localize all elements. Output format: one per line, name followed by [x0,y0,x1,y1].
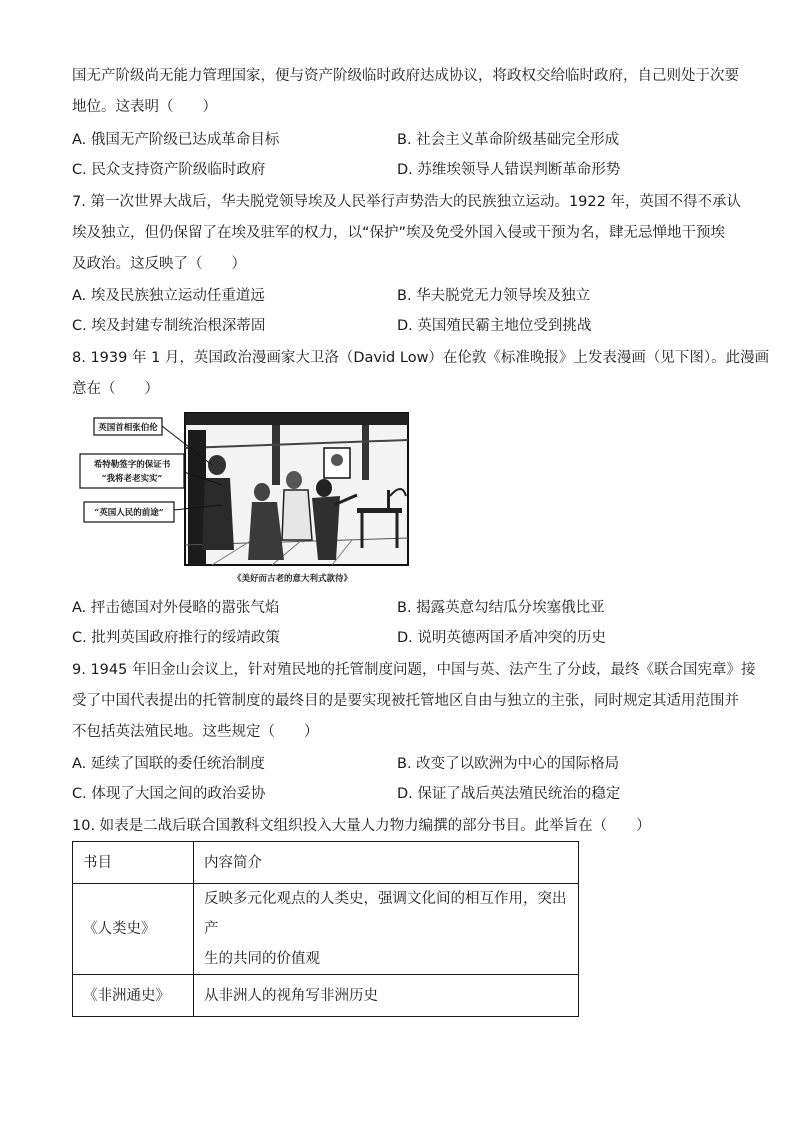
cartoon-label-guarantee-quote: “我将老老实实” [101,474,163,484]
table-cell-title: 《非洲通史》 [73,975,194,1017]
table-row [73,975,579,1017]
q6-text-line-1: 国无产阶级尚无能力管理国家，便与资产阶级临时政府达成协议，将政权交给临时政府，自己则处于次要 [72,68,739,84]
table-row [73,884,579,975]
q6-option-a: A. 俄国无产阶级已达成革命目标 [72,132,280,148]
q7-option-b: B. 华夫脱党无力领导埃及独立 [397,288,591,304]
q7-option-d: D. 英国殖民霸主地位受到挑战 [397,318,592,334]
q7-option-a: A. 埃及民族独立运动任重道远 [72,288,265,304]
book-table [72,841,579,1017]
q9-text-line-1: 9. 1945 年旧金山会议上，针对殖民地的托管制度问题，中国与英、法产生了分歧，最终《联合国宪章》接 [72,662,756,678]
cartoon-caption: 《美好而古老的意大利式款待》 [233,574,353,584]
table-header-row [73,842,579,884]
q9-option-c: C. 体现了大国之间的政治妥协 [72,786,266,802]
cartoon-image [72,410,412,588]
q8-option-d: D. 说明英德两国矛盾冲突的历史 [397,630,606,646]
q6-text-line-2: 地位。这表明（ ） [72,99,217,115]
table-header-title: 书目 [73,842,194,884]
q9-option-a: A. 延续了国联的委任统治制度 [72,756,265,772]
q6-option-b: B. 社会主义革命阶级基础完全形成 [397,132,620,148]
q7-text-line-2: 埃及独立，但仍保留了在埃及驻军的权力，以“保护”埃及免受外国入侵或干预为名，肆无忌惮地干预埃 [72,225,726,241]
q8-option-b: B. 揭露英意勾结瓜分埃塞俄比亚 [397,600,605,616]
cartoon-label-future: “英国人民的前途” [94,508,164,518]
cartoon-label-chamberlain: 英国首相张伯伦 [98,423,158,433]
table-cell-summary: 从非洲人的视角写非洲历史 [194,975,579,1017]
q9-option-b: B. 改变了以欧洲为中心的国际格局 [397,756,620,772]
q8-option-a: A. 抨击德国对外侵略的嚣张气焰 [72,600,280,616]
table-cell-summary [194,884,579,975]
q8-text-line-1: 8. 1939 年 1 月，英国政治漫画家大卫洛（David Low）在伦敦《标准晚报》上发表漫画（见下图）。此漫画 [72,350,770,366]
q7-option-c: C. 埃及封建专制统治根深蒂固 [72,318,266,334]
table-header-summary: 内容简介 [194,842,579,884]
q9-text-line-2: 受了中国代表提出的托管制度的最终目的是要实现被托管地区自由与独立的主张，同时规定其适用范围并 [72,693,739,709]
cartoon-label-guarantee: 希特勒签字的保证书 [93,460,171,470]
q6-option-c: C. 民众支持资产阶级临时政府 [72,162,266,178]
q9-text-line-3: 不包括英法殖民地。这些规定（ ） [72,724,319,740]
q8-option-c: C. 批判英国政府推行的绥靖政策 [72,630,280,646]
table-cell-title: 《人类史》 [73,884,194,975]
q10-text-line-1: 10. 如表是二战后联合国教科文组织投入大量人力物力编撰的部分书目。此举旨在（ ） [72,818,651,834]
q8-text-line-2: 意在（ ） [72,381,159,397]
q6-option-d: D. 苏维埃领导人错误判断革命形势 [397,162,621,178]
q9-option-d: D. 保证了战后英法殖民统治的稳定 [397,786,621,802]
q7-text-line-1: 7. 第一次世界大战后，华夫脱党领导埃及人民举行声势浩大的民族独立运动。1922 年，英国不得不承认 [72,194,741,210]
table-cell-summary-line-1: 反映多元化观点的人类史，强调文化间的相互作用，突出产 [204,891,567,937]
q7-text-line-3: 及政治。这反映了（ ） [72,256,246,272]
table-cell-summary-line-2: 生的共同的价值观 [204,951,320,967]
